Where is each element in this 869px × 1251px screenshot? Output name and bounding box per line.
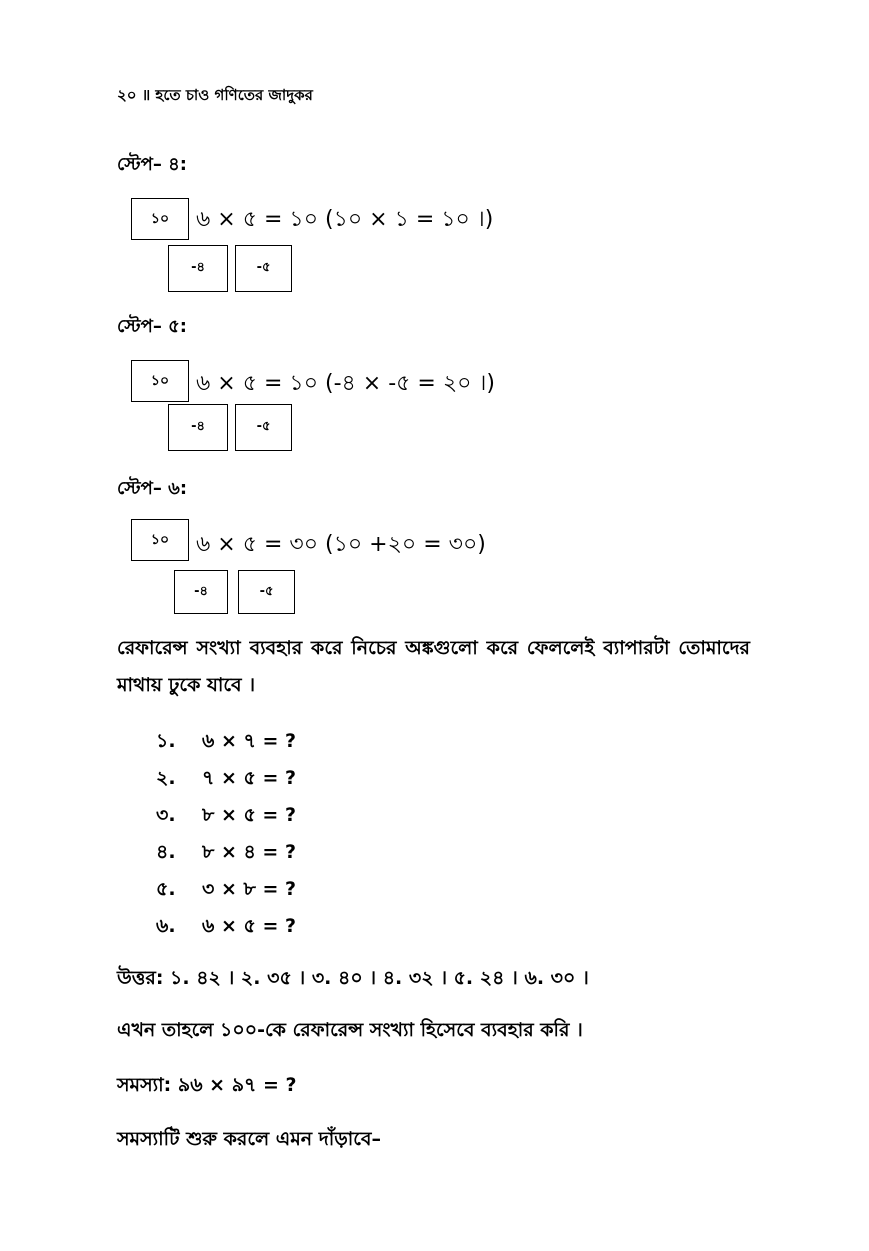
difference-box-2: -৫ xyxy=(238,570,295,614)
step-6-equation: ৬ × ৫ = ৩০ (১০ +২০ = ৩০) xyxy=(196,532,486,557)
difference-box-1: -৪ xyxy=(168,245,228,292)
difference-box-1: -৪ xyxy=(174,570,228,614)
reference-100-line: এখন তাহলে ১০০-কে রেফারেন্স সংখ্যা হিসেবে ব্যবহার করি । xyxy=(117,1019,583,1041)
reference-number-box: ১০ xyxy=(131,519,189,561)
list-number: ৬. xyxy=(156,915,176,937)
difference-box-2: -৫ xyxy=(235,245,292,292)
reference-number-box: ১০ xyxy=(131,360,189,402)
list-item xyxy=(156,801,296,833)
difference-box-2: -৫ xyxy=(235,404,292,451)
problem-line: সমস্যা: ৯৬ × ৯৭ = ? xyxy=(117,1074,297,1096)
list-item xyxy=(156,727,296,759)
list-expression: ৬ × ৫ = ? xyxy=(202,915,297,937)
list-expression: ৭ × ৫ = ? xyxy=(202,767,297,789)
list-number: ২. xyxy=(156,767,176,789)
list-item xyxy=(156,764,296,796)
step-6-label: স্টেপ– ৬: xyxy=(117,478,188,499)
instruction-paragraph: রেফারেন্স সংখ্যা ব্যবহার করে নিচের অঙ্কগুলো করে ফেললেই ব্যাপারটা তোমাদের মাথায় ঢুকে যাবে । xyxy=(117,637,750,696)
step-4-equation: ৬ × ৫ = ১০ (১০ × ১ = ১০ ।) xyxy=(196,207,494,232)
list-expression: ৮ × ৪ = ? xyxy=(202,841,296,863)
step-5-equation: ৬ × ৫ = ১০ (-৪ × -৫ = ২০ ।) xyxy=(196,371,495,396)
answers-line: উত্তর: ১. ৪২ । ২. ৩৫ । ৩. ৪০ । ৪. ৩২ । ৫. ২৪ । ৬. ৩০ । xyxy=(117,967,589,989)
list-expression: ৮ × ৫ = ? xyxy=(202,804,296,826)
step-4-label: স্টেপ– ৪: xyxy=(117,154,188,175)
list-item xyxy=(156,912,296,944)
reference-number-box: ১০ xyxy=(131,198,189,240)
list-number: ৫. xyxy=(156,878,176,900)
list-number: ৩. xyxy=(156,804,176,826)
list-number: ১. xyxy=(156,730,176,752)
list-number: ৪. xyxy=(156,841,176,863)
difference-box-1: -৪ xyxy=(168,404,228,451)
list-expression: ৩ × ৮ = ? xyxy=(202,878,297,900)
step-5-label: স্টেপ– ৫: xyxy=(117,316,188,337)
list-item xyxy=(156,838,296,870)
page-header: ২০ ॥ হতে চাও গণিতের জাদুকর xyxy=(117,86,313,104)
final-line: সমস্যাটি শুরু করলে এমন দাঁড়াবে– xyxy=(117,1128,382,1150)
list-item xyxy=(156,875,296,907)
list-expression: ৬ × ৭ = ? xyxy=(202,730,297,752)
